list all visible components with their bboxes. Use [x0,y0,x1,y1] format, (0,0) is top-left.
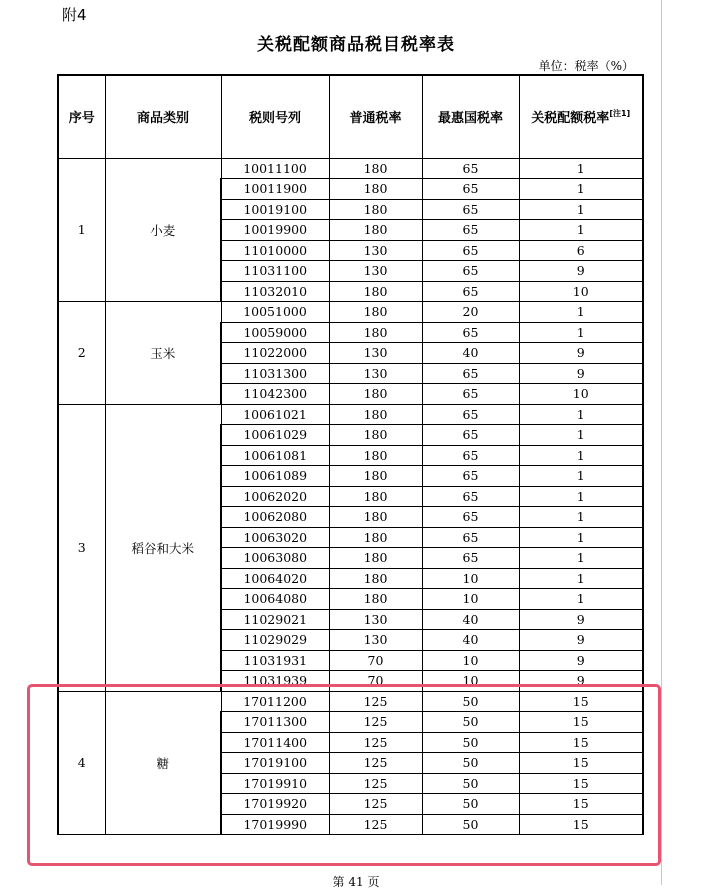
mfn-rate-cell: 65 [422,384,519,405]
page-number: 第 41 页 [332,875,380,889]
mfn-rate-cell: 20 [422,302,519,323]
quota-rate-cell: 1 [519,589,643,610]
tariff-code-cell: 10061089 [221,466,329,487]
header-quota-note: [注1] [609,109,631,119]
tariff-code-cell: 10063020 [221,527,329,548]
mfn-rate-cell: 40 [422,343,519,364]
header-quota-rate-label: 关税配额税率 [531,111,610,127]
general-rate-cell: 130 [329,630,422,651]
general-rate-cell: 125 [329,773,422,794]
mfn-rate-cell: 65 [422,261,519,282]
tariff-code-cell: 10011100 [221,158,329,179]
tariff-code-cell: 17019100 [221,753,329,774]
tariff-code-cell: 10051000 [221,302,329,323]
table-header-row [58,75,643,158]
mfn-rate-cell: 50 [422,753,519,774]
quota-rate-cell: 1 [519,158,643,179]
header-code: 税则号列 [221,75,329,158]
mfn-rate-cell: 50 [422,794,519,815]
quota-rate-cell: 9 [519,261,643,282]
tariff-code-cell: 11010000 [221,240,329,261]
general-rate-cell: 180 [329,220,422,241]
quota-rate-cell: 15 [519,732,643,753]
group-seq-cell: 3 [58,404,105,691]
table-row [58,302,643,323]
general-rate-cell: 180 [329,302,422,323]
general-rate-cell: 125 [329,794,422,815]
general-rate-cell: 70 [329,671,422,692]
quota-rate-cell: 1 [519,548,643,569]
tariff-code-cell: 10059000 [221,322,329,343]
mfn-rate-cell: 65 [422,404,519,425]
quota-rate-cell: 10 [519,384,643,405]
general-rate-cell: 180 [329,568,422,589]
tariff-code-cell: 17011400 [221,732,329,753]
quota-rate-cell: 9 [519,343,643,364]
quota-rate-cell: 1 [519,527,643,548]
group-seq-cell: 1 [58,158,105,302]
tariff-code-cell: 10061029 [221,425,329,446]
quota-rate-cell: 1 [519,199,643,220]
mfn-rate-cell: 65 [422,240,519,261]
mfn-rate-cell: 50 [422,712,519,733]
mfn-rate-cell: 50 [422,732,519,753]
table-body [58,158,643,835]
tariff-code-cell: 10061081 [221,445,329,466]
general-rate-cell: 125 [329,814,422,835]
mfn-rate-cell: 40 [422,609,519,630]
quota-rate-cell: 1 [519,220,643,241]
quota-rate-cell: 9 [519,630,643,651]
quota-rate-cell: 10 [519,281,643,302]
group-category-cell: 稻谷和大米 [105,404,221,691]
tariff-code-cell: 17019990 [221,814,329,835]
general-rate-cell: 130 [329,363,422,384]
quota-rate-cell: 1 [519,179,643,200]
tariff-code-cell: 11031100 [221,261,329,282]
mfn-rate-cell: 50 [422,773,519,794]
header-seq: 序号 [58,75,105,158]
mfn-rate-cell: 40 [422,630,519,651]
mfn-rate-cell: 65 [422,220,519,241]
mfn-rate-cell: 65 [422,199,519,220]
general-rate-cell: 125 [329,732,422,753]
quota-rate-cell: 15 [519,814,643,835]
quota-rate-cell: 9 [519,650,643,671]
mfn-rate-cell: 65 [422,322,519,343]
group-seq-cell: 2 [58,302,105,405]
page-right-edge [661,0,662,885]
mfn-rate-cell: 50 [422,814,519,835]
general-rate-cell: 180 [329,281,422,302]
tariff-code-cell: 17019920 [221,794,329,815]
mfn-rate-cell: 65 [422,527,519,548]
mfn-rate-cell: 65 [422,363,519,384]
tariff-code-cell: 11029029 [221,630,329,651]
group-category-cell: 糖 [105,691,221,835]
table-row [58,691,643,712]
document-title: 关税配额商品税目税率表 [257,35,455,55]
attachment-label: 附4 [62,6,87,24]
header-quota-rate [519,75,643,158]
general-rate-cell: 180 [329,589,422,610]
quota-rate-cell: 9 [519,671,643,692]
tariff-code-cell: 10062020 [221,486,329,507]
tariff-code-cell: 10064080 [221,589,329,610]
quota-rate-cell: 9 [519,363,643,384]
tariff-code-cell: 11031939 [221,671,329,692]
quota-rate-cell: 1 [519,404,643,425]
quota-rate-cell: 1 [519,486,643,507]
tariff-code-cell: 17011200 [221,691,329,712]
tariff-code-cell: 10019100 [221,199,329,220]
unit-note: 单位：税率（%） [538,59,634,73]
tariff-code-cell: 11031300 [221,363,329,384]
quota-rate-cell: 15 [519,712,643,733]
mfn-rate-cell: 65 [422,179,519,200]
table-row [58,404,643,425]
general-rate-cell: 130 [329,343,422,364]
mfn-rate-cell: 65 [422,466,519,487]
general-rate-cell: 130 [329,261,422,282]
tariff-code-cell: 10062080 [221,507,329,528]
general-rate-cell: 180 [329,384,422,405]
quota-rate-cell: 1 [519,507,643,528]
general-rate-cell: 180 [329,548,422,569]
header-mfn-rate: 最惠国税率 [422,75,519,158]
general-rate-cell: 130 [329,609,422,630]
quota-rate-cell: 15 [519,773,643,794]
general-rate-cell: 180 [329,466,422,487]
general-rate-cell: 130 [329,240,422,261]
general-rate-cell: 70 [329,650,422,671]
general-rate-cell: 180 [329,199,422,220]
quota-rate-cell: 1 [519,568,643,589]
general-rate-cell: 180 [329,158,422,179]
general-rate-cell: 125 [329,712,422,733]
group-category-cell: 小麦 [105,158,221,302]
mfn-rate-cell: 65 [422,445,519,466]
quota-rate-cell: 1 [519,466,643,487]
mfn-rate-cell: 65 [422,507,519,528]
quota-rate-cell: 15 [519,691,643,712]
quota-rate-cell: 1 [519,322,643,343]
tariff-code-cell: 17019910 [221,773,329,794]
tariff-code-cell: 10061021 [221,404,329,425]
tariff-code-cell: 11031931 [221,650,329,671]
mfn-rate-cell: 10 [422,650,519,671]
quota-rate-cell: 15 [519,753,643,774]
mfn-rate-cell: 50 [422,691,519,712]
tariff-code-cell: 10064020 [221,568,329,589]
general-rate-cell: 180 [329,322,422,343]
group-seq-cell: 4 [58,691,105,835]
tariff-code-cell: 11022000 [221,343,329,364]
general-rate-cell: 180 [329,486,422,507]
tariff-code-cell: 10019900 [221,220,329,241]
general-rate-cell: 125 [329,753,422,774]
tariff-code-cell: 10063080 [221,548,329,569]
quota-rate-cell: 1 [519,445,643,466]
quota-rate-cell: 1 [519,425,643,446]
tariff-code-cell: 11032010 [221,281,329,302]
tariff-code-cell: 11029021 [221,609,329,630]
general-rate-cell: 180 [329,507,422,528]
general-rate-cell: 125 [329,691,422,712]
mfn-rate-cell: 65 [422,548,519,569]
group-category-cell: 玉米 [105,302,221,405]
header-category: 商品类别 [105,75,221,158]
general-rate-cell: 180 [329,425,422,446]
tariff-code-cell: 17011300 [221,712,329,733]
general-rate-cell: 180 [329,404,422,425]
general-rate-cell: 180 [329,179,422,200]
header-general-rate: 普通税率 [329,75,422,158]
general-rate-cell: 180 [329,527,422,548]
mfn-rate-cell: 10 [422,589,519,610]
mfn-rate-cell: 10 [422,671,519,692]
mfn-rate-cell: 10 [422,568,519,589]
quota-rate-cell: 6 [519,240,643,261]
general-rate-cell: 180 [329,445,422,466]
mfn-rate-cell: 65 [422,425,519,446]
tariff-code-cell: 11042300 [221,384,329,405]
mfn-rate-cell: 65 [422,486,519,507]
mfn-rate-cell: 65 [422,158,519,179]
quota-rate-cell: 15 [519,794,643,815]
table-row [58,158,643,179]
quota-rate-cell: 9 [519,609,643,630]
tariff-quota-table [57,74,644,835]
tariff-code-cell: 10011900 [221,179,329,200]
mfn-rate-cell: 65 [422,281,519,302]
quota-rate-cell: 1 [519,302,643,323]
